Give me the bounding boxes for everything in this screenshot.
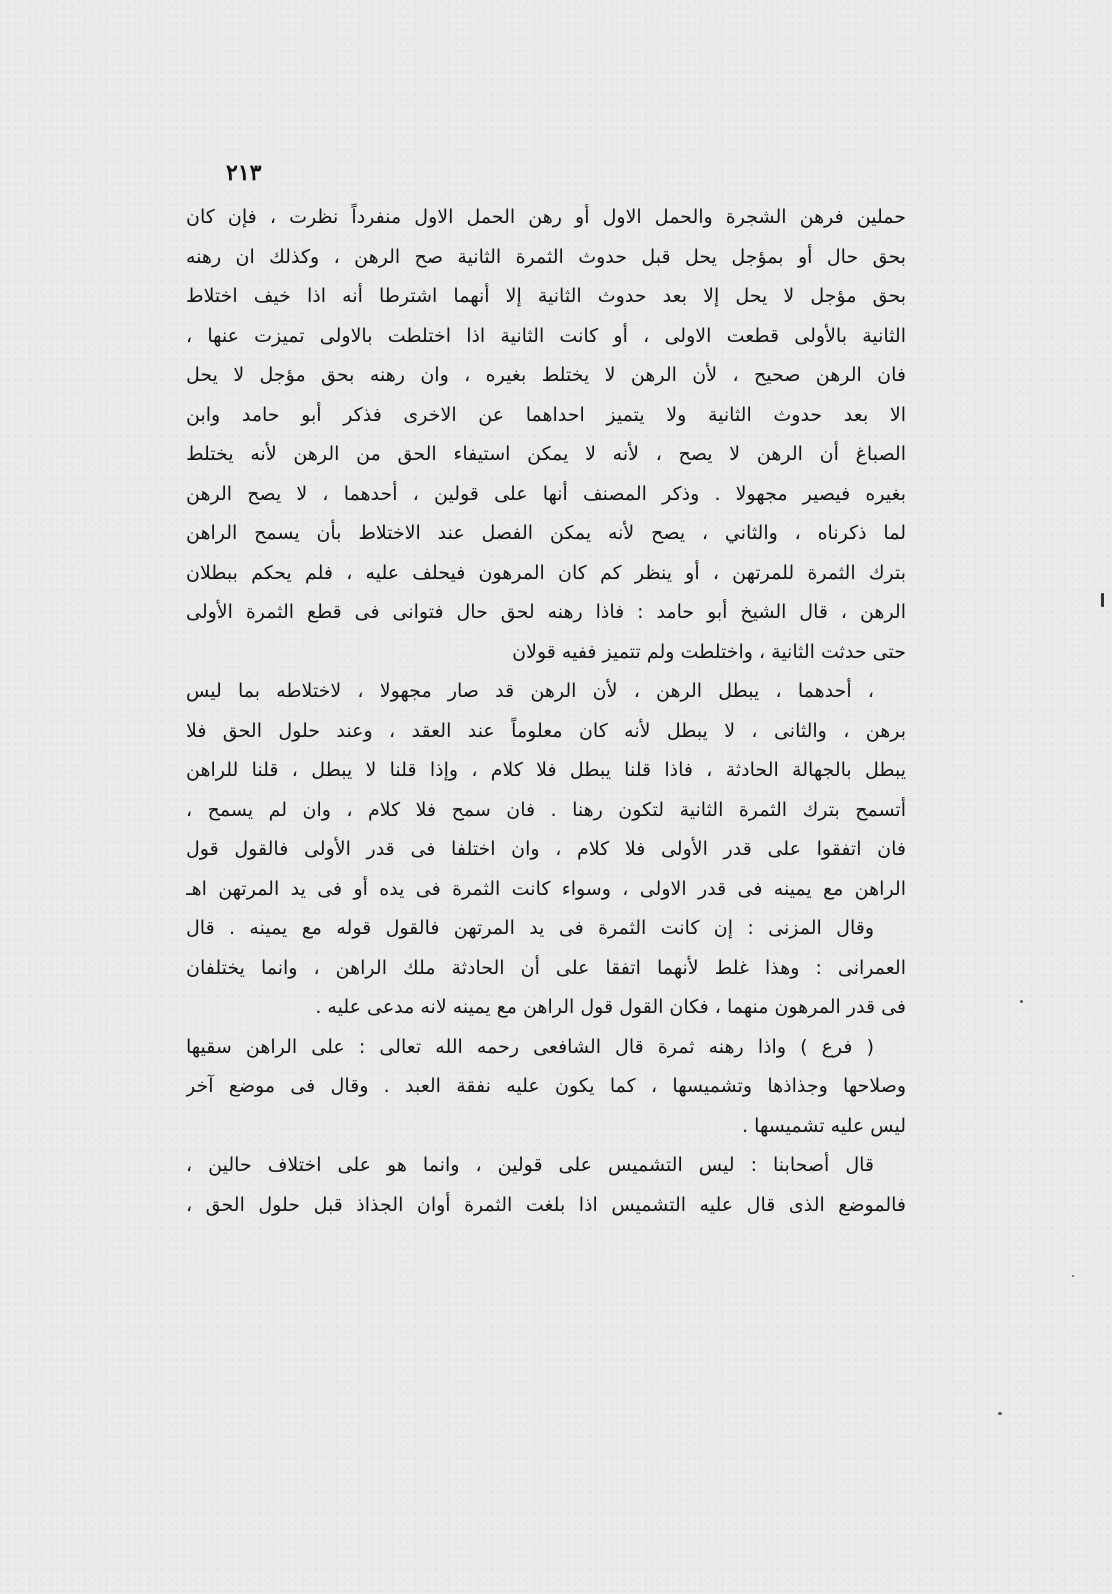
body-text [186,198,906,1225]
text-line: الرهن ، قال الشيخ أبو حامد : فاذا رهنه لحق حال فتوانى فى قطع الثمرة الأولى [186,601,906,623]
scan-speck [1020,1000,1023,1003]
text-line: الصباغ أن الرهن لا يصح ، لأنه لا يمكن استيفاء الحق من الرهن لأنه يختلط [186,443,906,465]
text-line: أتسمح بترك الثمرة الثانية لتكون رهنا . فان سمح فلا كلام ، وان لم يسمح ، [186,798,906,821]
text-line: فان اتفقوا على قدر الأولى فلا كلام ، وان اختلفا فى قدر الأولى فالقول قول [186,838,906,860]
text-line: ، أحدهما ، يبطل الرهن ، لأن الرهن قد صار مجهولا ، لاختلاطه بما ليس [186,680,874,702]
text-line: بترك الثمرة للمرتهن ، أو ينظر كم كان المرهون فيحلف عليه ، فلم يحكم ببطلان [186,561,906,584]
text-line: الا بعد حدوث الثانية ولا يتميز احداهما عن الاخرى فذكر أبو حامد وابن [186,403,906,426]
page-number: ٢١٣ [226,160,262,186]
text-line: وقال المزنى : إن كانت الثمرة فى يد المرتهن فالقول قوله مع يمينه . قال [186,917,874,939]
text-line: لما ذكرناه ، والثاني ، يصح لأنه يمكن الفصل عند الاختلاط بأن يسمح الراهن [186,522,906,544]
scan-edge-mark [1101,593,1104,607]
text-line: فى قدر المرهون منهما ، فكان القول قول الراهن مع يمينه لانه مدعى عليه . [315,996,906,1018]
text-line: فان الرهن صحيح ، لأن الرهن لا يختلط بغيره ، وان رهنه بحق مؤجل لا يحل [186,364,906,386]
text-line: قال أصحابنا : ليس التشميس على قولين ، وانما هو على اختلاف حالين ، [186,1154,874,1176]
text-line: الراهن مع يمينه فى قدر الاولى ، وسواء كانت الثمرة فى يده أو فى يد المرتهن اهـ [186,877,906,900]
text-line: فالموضع الذى قال عليه التشميس اذا بلغت الثمرة أوان الجذاذ قبل حلول الحق ، [186,1193,906,1216]
text-line: ( فرع ) واذا رهنه ثمرة قال الشافعى رحمه الله تعالى : على الراهن سقيها [186,1035,874,1058]
scan-speck [998,1412,1002,1415]
text-line: الثانية بالأولى قطعت الاولى ، أو كانت الثانية اذا اختلطت بالاولى تميزت عنها ، [186,324,906,347]
text-line: حملين فرهن الشجرة والحمل الاول أو رهن الحمل الاول منفرداً نظرت ، فإن كان [186,206,906,228]
text-line: ليس عليه تشميسها . [742,1114,906,1137]
text-line: وصلاحها وجذاذها وتشميسها ، كما يكون عليه نفقة العبد . وقال فى موضع آخر [186,1075,906,1097]
text-line: حتى حدثت الثانية ، واختلطت ولم تتميز ففيه قولان [512,640,906,663]
text-line: بحق حال أو بمؤجل يحل قبل حدوث الثمرة الثانية صح الرهن ، وكذلك ان رهنه [186,245,906,268]
text-line: بغيره فيصير مجهولا . وذكر المصنف أنها على قولين ، أحدهما ، لا يصح الرهن [186,482,906,505]
text-line: برهن ، والثانى ، لا يبطل لأنه كان معلوماً عند العقد ، وعند حلول الحق فلا [186,719,906,742]
scan-speck [1072,1275,1074,1277]
text-line: يبطل بالجهالة الحادثة ، فاذا قلنا يبطل فلا كلام ، وإذا قلنا لا يبطل ، قلنا للراهن [186,759,906,781]
text-line: العمرانى : وهذا غلط لأنهما اتفقا على أن الحادثة ملك الراهن ، وانما يختلفان [186,956,906,979]
text-line: بحق مؤجل لا يحل إلا بعد حدوث الثانية إلا أنهما اشترطا أنه اذا خيف اختلاط [186,285,906,307]
